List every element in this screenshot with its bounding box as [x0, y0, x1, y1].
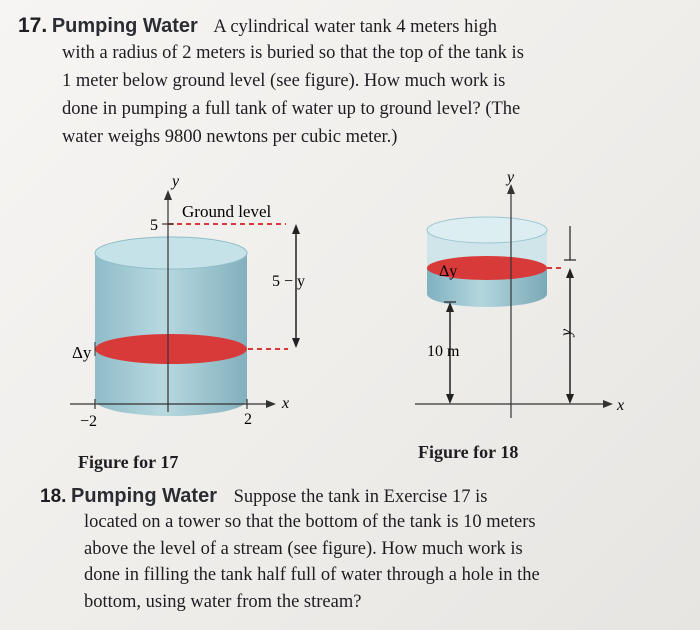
- tick-label-neg2: −2: [80, 413, 98, 430]
- problem-text-line: done in filling the tank half full of water through a hole in the: [84, 565, 540, 585]
- tick-label-5: 5: [150, 217, 158, 234]
- problem-title: Pumping Water: [51, 15, 198, 37]
- problem-number: 17.: [18, 14, 48, 37]
- problem-text-line: done in pumping a full tank of water up to ground level? (The: [62, 99, 521, 119]
- slice-label: Δy: [72, 343, 92, 362]
- problem-text-line: A cylindrical water tank 4 meters high: [213, 17, 497, 37]
- tick-label-2: 2: [244, 411, 252, 428]
- problem-18-line-1: [40, 485, 487, 508]
- water-slice: [95, 334, 247, 364]
- problem-text-line: located on a tower so that the bottom of the tank is 10 meters: [84, 512, 536, 532]
- problem-17-line-1: [18, 14, 497, 38]
- x-axis-label: x: [617, 397, 625, 414]
- problem-text-line: with a radius of 2 meters is buried so that the top of the tank is: [62, 43, 524, 63]
- problem-text-line: 1 meter below ground level (see figure). How much work is: [62, 71, 506, 91]
- figure-18-caption: Figure for 18: [418, 442, 519, 462]
- problem-text-line: Suppose the tank in Exercise 17 is: [233, 487, 488, 507]
- y-axis-label: y: [172, 173, 180, 190]
- buried-tank: [95, 237, 247, 416]
- slice-label: Δy: [439, 263, 458, 280]
- problem-text-line: water weighs 9800 newtons per cubic meter.): [62, 127, 398, 147]
- ground-level-label: Ground level: [182, 202, 272, 221]
- height-label: 10 m: [427, 343, 460, 360]
- problem-title: Pumping Water: [71, 485, 217, 507]
- figure-17-caption: Figure for 17: [78, 452, 179, 472]
- distance-label: 5 − y: [272, 273, 306, 290]
- x-axis-label: x: [282, 395, 290, 412]
- y-axis-label: y: [507, 169, 515, 186]
- figure-18-diagram: [405, 168, 655, 443]
- figure-17-diagram: [50, 168, 380, 443]
- problem-text-line: bottom, using water from the stream?: [84, 592, 362, 612]
- problem-number: 18.: [40, 486, 67, 507]
- problem-text-line: above the level of a stream (see figure). How much work is: [84, 539, 523, 559]
- y-distance-label: y: [558, 328, 575, 336]
